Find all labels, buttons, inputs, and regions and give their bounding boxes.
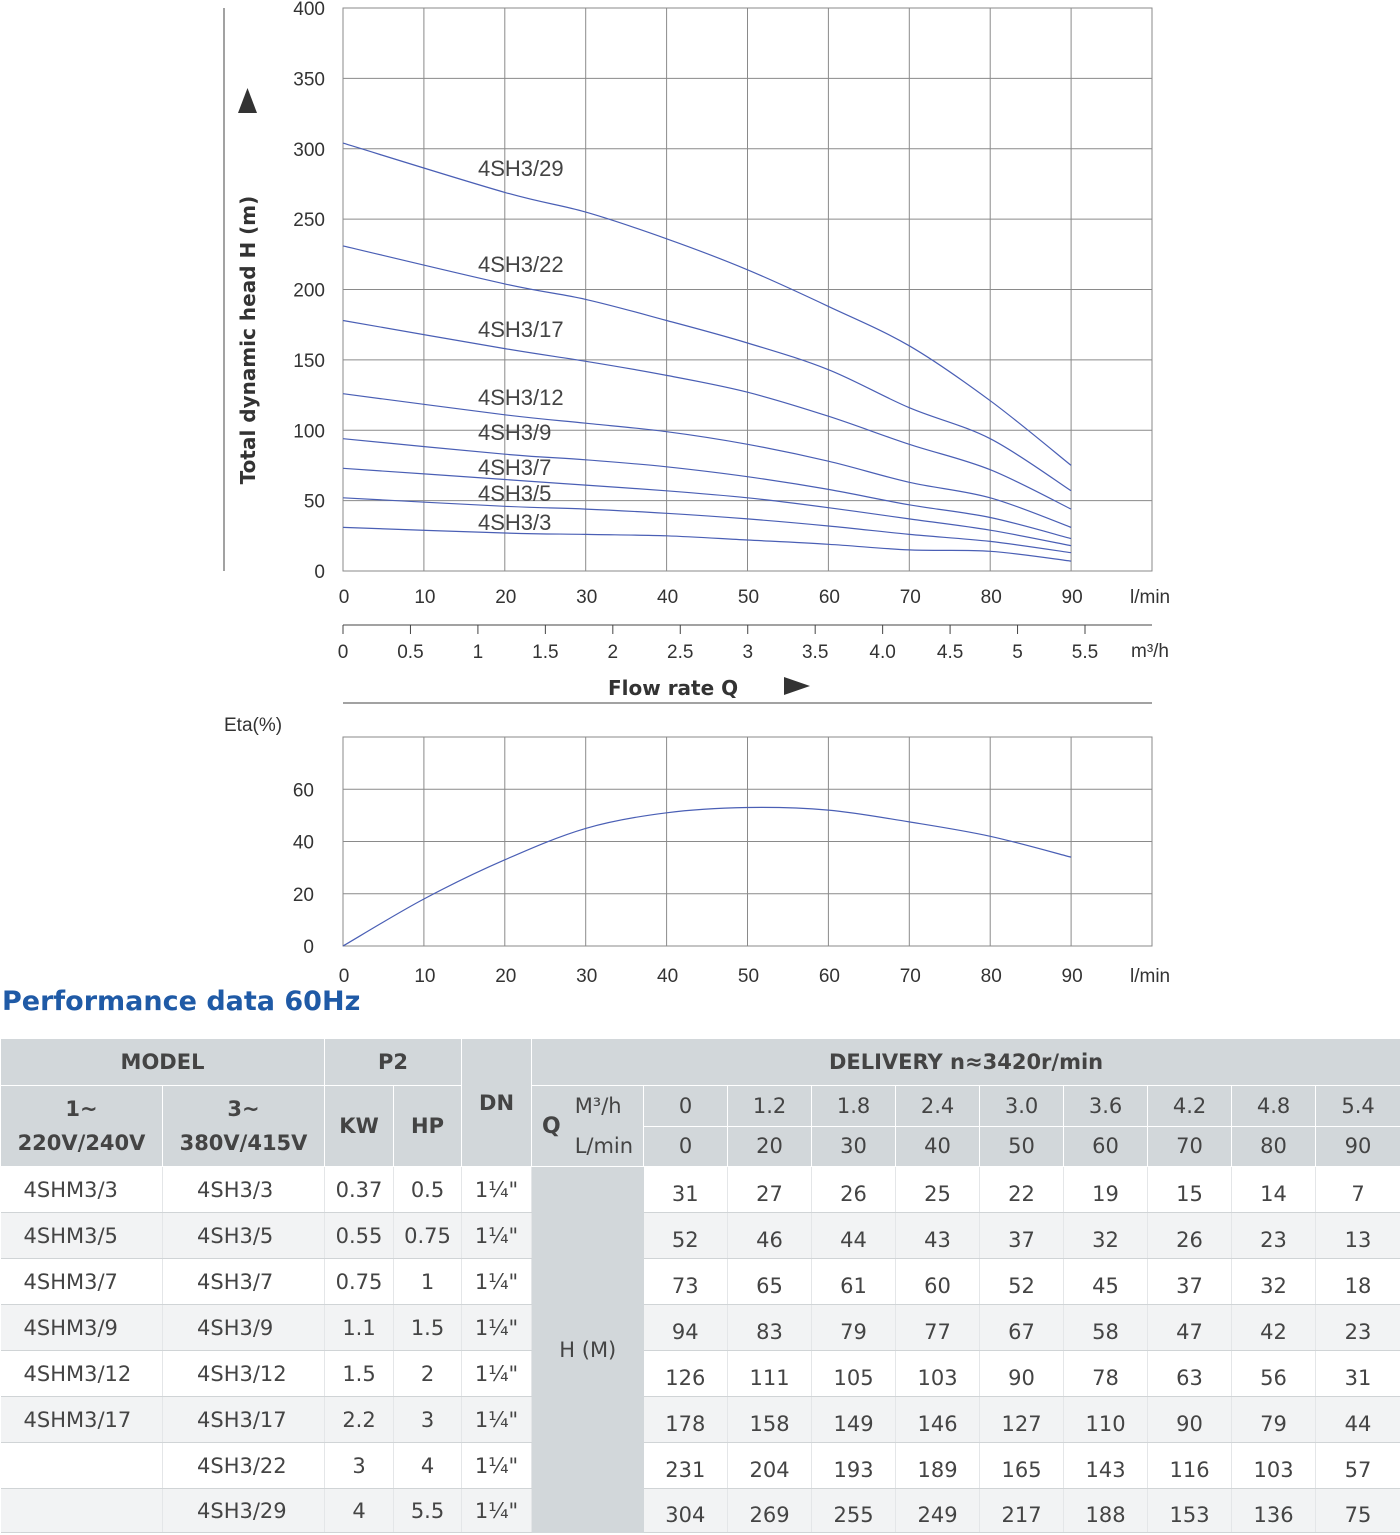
curve-label: 4SH3/3 — [478, 510, 552, 535]
dn-size: 1¼" — [462, 1443, 532, 1489]
model-single-phase: 4SHM3/9 — [1, 1305, 163, 1351]
head-value: 25 — [896, 1167, 980, 1213]
power-hp: 0.75 — [394, 1213, 462, 1259]
single-phase-header — [1, 1086, 163, 1167]
lmin-unit-label: L/min — [574, 1134, 634, 1158]
head-value: 15 — [1148, 1167, 1232, 1213]
eta-y-axis-title: Eta(%) — [224, 715, 283, 736]
head-x-tick-label: 80 — [980, 587, 1002, 608]
head-curve — [343, 439, 1071, 539]
m3h-value: 2.4 — [896, 1086, 980, 1127]
eta-x-tick-label: 90 — [1061, 966, 1083, 987]
head-value: 32 — [1064, 1213, 1148, 1259]
model-three-phase: 4SH3/9 — [163, 1305, 325, 1351]
head-value: 249 — [896, 1489, 980, 1533]
power-hp: 1.5 — [394, 1305, 462, 1351]
single-phase-symbol: 1~ — [65, 1097, 98, 1121]
table-row — [1, 1167, 1400, 1213]
power-kw: 0.37 — [325, 1167, 394, 1213]
model-header: MODEL — [1, 1039, 325, 1086]
head-value: 143 — [1064, 1443, 1148, 1489]
model-three-phase: 4SH3/3 — [163, 1167, 325, 1213]
head-value: 105 — [812, 1351, 896, 1397]
head-unit-label: H (M) — [532, 1167, 644, 1533]
head-value: 52 — [644, 1213, 728, 1259]
table-row — [1, 1489, 1400, 1533]
head-value: 44 — [1316, 1397, 1400, 1443]
table-row — [1, 1397, 1400, 1443]
head-value: 19 — [1064, 1167, 1148, 1213]
head-value: 56 — [1232, 1351, 1316, 1397]
flow-m3h-tick-label: 4.0 — [869, 642, 896, 663]
performance-table-body — [1, 1167, 1400, 1533]
head-value: 42 — [1232, 1305, 1316, 1351]
head-x-tick-label: 0 — [338, 587, 350, 608]
hp-header: HP — [394, 1086, 462, 1167]
eta-x-tick-label: 0 — [338, 966, 350, 987]
dn-size: 1¼" — [462, 1213, 532, 1259]
head-value: 52 — [980, 1259, 1064, 1305]
three-phase-header — [163, 1086, 325, 1167]
eta-y-tick-label: 40 — [292, 832, 314, 854]
lmin-value: 50 — [980, 1126, 1064, 1167]
power-kw: 3 — [325, 1443, 394, 1489]
model-three-phase: 4SH3/29 — [163, 1489, 325, 1533]
curve-label: 4SH3/12 — [478, 385, 564, 410]
head-value: 188 — [1064, 1489, 1148, 1533]
dn-size: 1¼" — [462, 1167, 532, 1213]
p2-header: P2 — [325, 1039, 462, 1086]
head-value: 75 — [1316, 1489, 1400, 1533]
head-curve — [343, 527, 1071, 561]
head-value: 46 — [728, 1213, 812, 1259]
model-single-phase — [1, 1489, 163, 1533]
curve-label: 4SH3/17 — [478, 317, 564, 342]
model-single-phase — [1, 1443, 163, 1489]
eta-x-tick-label: 80 — [980, 966, 1002, 987]
eta-x-unit-label: l/min — [1130, 966, 1171, 987]
eta-x-tick-label: 70 — [899, 966, 921, 987]
head-value: 37 — [1148, 1259, 1232, 1305]
head-value: 67 — [980, 1305, 1064, 1351]
power-kw: 1.1 — [325, 1305, 394, 1351]
head-value: 47 — [1148, 1305, 1232, 1351]
lmin-value: 40 — [896, 1126, 980, 1167]
head-value: 44 — [812, 1213, 896, 1259]
head-value: 73 — [644, 1259, 728, 1305]
head-y-tick-label: 350 — [293, 69, 325, 91]
m3h-value: 3.0 — [980, 1086, 1064, 1127]
eta-x-tick-label: 50 — [737, 966, 760, 987]
head-value: 79 — [812, 1305, 896, 1351]
head-value: 77 — [896, 1305, 980, 1351]
head-value: 31 — [1316, 1351, 1400, 1397]
m3h-unit-label: M³/h — [574, 1094, 622, 1118]
section-title: Performance data 60Hz — [2, 986, 361, 1017]
head-value: 37 — [980, 1213, 1064, 1259]
head-value: 189 — [896, 1443, 980, 1489]
head-value: 193 — [812, 1443, 896, 1489]
head-y-tick-label: 150 — [293, 350, 325, 372]
head-y-tick-label: 400 — [293, 0, 325, 20]
head-value: 103 — [896, 1351, 980, 1397]
power-kw: 0.75 — [325, 1259, 394, 1305]
head-y-tick-label: 200 — [293, 280, 325, 302]
head-value: 110 — [1064, 1397, 1148, 1443]
head-value: 146 — [896, 1397, 980, 1443]
power-kw: 1.5 — [325, 1351, 394, 1397]
power-hp: 5.5 — [394, 1489, 462, 1533]
m3h-value: 1.8 — [812, 1086, 896, 1127]
three-phase-voltage: 380V/415V — [179, 1131, 308, 1155]
head-value: 7 — [1316, 1167, 1400, 1213]
head-value: 26 — [812, 1167, 896, 1213]
head-value: 136 — [1232, 1489, 1316, 1533]
flow-m3h-tick-label: 3 — [742, 642, 754, 663]
model-single-phase: 4SHM3/3 — [1, 1167, 163, 1213]
flow-axis-title: Flow rate Q — [608, 676, 739, 700]
model-three-phase: 4SH3/5 — [163, 1213, 325, 1259]
eta-y-tick-label: 20 — [292, 884, 314, 906]
head-value: 45 — [1064, 1259, 1148, 1305]
head-x-tick-label: 30 — [576, 587, 598, 608]
lmin-value: 60 — [1064, 1126, 1148, 1167]
q-label: Q — [541, 1113, 561, 1139]
delivery-header: DELIVERY n≈3420r/min — [532, 1039, 1400, 1086]
power-hp: 0.5 — [394, 1167, 462, 1213]
head-value: 79 — [1232, 1397, 1316, 1443]
m3h-value: 5.4 — [1316, 1086, 1400, 1127]
lmin-value: 80 — [1232, 1126, 1316, 1167]
flow-m3h-tick-label: 4.5 — [936, 642, 964, 663]
head-value: 65 — [728, 1259, 812, 1305]
head-value: 255 — [812, 1489, 896, 1533]
head-x-tick-label: 50 — [737, 587, 760, 608]
single-phase-voltage: 220V/240V — [17, 1131, 146, 1155]
head-x-tick-label: 90 — [1061, 587, 1083, 608]
head-value: 90 — [1148, 1397, 1232, 1443]
head-y-arrow-icon — [238, 88, 257, 113]
kw-header: KW — [325, 1086, 394, 1167]
flow-m3h-unit-label: m³/h — [1131, 641, 1169, 662]
m3h-value: 0 — [644, 1086, 728, 1127]
lmin-value: 20 — [728, 1126, 812, 1167]
dn-size: 1¼" — [462, 1305, 532, 1351]
head-value: 26 — [1148, 1213, 1232, 1259]
eta-y-tick-label: 60 — [292, 780, 314, 802]
head-value: 231 — [644, 1443, 728, 1489]
flow-m3h-tick-label: 5.5 — [1071, 642, 1099, 663]
table-row — [1, 1259, 1400, 1305]
head-value: 23 — [1316, 1305, 1400, 1351]
head-value: 78 — [1064, 1351, 1148, 1397]
head-curve — [343, 143, 1071, 465]
head-value: 111 — [728, 1351, 812, 1397]
head-y-tick-label: 250 — [293, 210, 325, 232]
head-value: 126 — [644, 1351, 728, 1397]
curve-label: 4SH3/22 — [478, 252, 564, 277]
head-value: 178 — [644, 1397, 728, 1443]
head-y-axis-title: Total dynamic head H (m) — [236, 195, 260, 485]
head-y-tick-label: 50 — [303, 491, 325, 513]
head-value: 61 — [812, 1259, 896, 1305]
head-value: 83 — [728, 1305, 812, 1351]
m3h-value: 1.2 — [728, 1086, 812, 1127]
head-value: 13 — [1316, 1213, 1400, 1259]
curve-label: 4SH3/29 — [478, 156, 564, 181]
eta-x-tick-label: 20 — [495, 966, 517, 987]
head-value: 127 — [980, 1397, 1064, 1443]
head-value: 153 — [1148, 1489, 1232, 1533]
lmin-value: 70 — [1148, 1126, 1232, 1167]
head-x-tick-label: 70 — [899, 587, 921, 608]
head-value: 304 — [644, 1489, 728, 1533]
model-three-phase: 4SH3/12 — [163, 1351, 325, 1397]
model-single-phase: 4SHM3/7 — [1, 1259, 163, 1305]
head-curve — [343, 498, 1071, 553]
power-hp: 2 — [394, 1351, 462, 1397]
head-value: 90 — [980, 1351, 1064, 1397]
head-value: 32 — [1232, 1259, 1316, 1305]
head-y-tick-label: 300 — [293, 139, 325, 161]
head-value: 22 — [980, 1167, 1064, 1213]
head-value: 43 — [896, 1213, 980, 1259]
flow-m3h-tick-label: 1.5 — [532, 642, 559, 663]
power-hp: 4 — [394, 1443, 462, 1489]
head-value: 204 — [728, 1443, 812, 1489]
head-value: 149 — [812, 1397, 896, 1443]
head-value: 165 — [980, 1443, 1064, 1489]
head-value: 14 — [1232, 1167, 1316, 1213]
head-value: 23 — [1232, 1213, 1316, 1259]
performance-table — [0, 1038, 1400, 1533]
head-curve — [343, 468, 1071, 545]
dn-size: 1¼" — [462, 1351, 532, 1397]
head-curve — [343, 246, 1071, 491]
head-x-tick-label: 20 — [495, 587, 517, 608]
flow-m3h-tick-label: 2 — [607, 642, 619, 663]
flow-arrow-icon — [784, 677, 810, 695]
head-x-tick-label: 40 — [657, 587, 679, 608]
model-single-phase: 4SHM3/17 — [1, 1397, 163, 1443]
flow-m3h-tick-label: 0 — [337, 642, 349, 663]
head-value: 116 — [1148, 1443, 1232, 1489]
eta-x-tick-label: 60 — [818, 966, 840, 987]
power-hp: 3 — [394, 1397, 462, 1443]
flow-m3h-tick-label: 0.5 — [397, 642, 424, 663]
three-phase-symbol: 3~ — [227, 1097, 260, 1121]
head-x-tick-label: 60 — [818, 587, 840, 608]
head-value: 18 — [1316, 1259, 1400, 1305]
table-row — [1, 1351, 1400, 1397]
model-three-phase: 4SH3/17 — [163, 1397, 325, 1443]
head-value: 103 — [1232, 1443, 1316, 1489]
dn-size: 1¼" — [462, 1259, 532, 1305]
q-header — [532, 1086, 644, 1167]
head-x-unit-label: l/min — [1130, 587, 1171, 608]
head-value: 31 — [644, 1167, 728, 1213]
curve-label: 4SH3/7 — [478, 455, 552, 480]
table-row — [1, 1305, 1400, 1351]
dn-size: 1¼" — [462, 1489, 532, 1533]
m3h-value: 3.6 — [1064, 1086, 1148, 1127]
flow-m3h-tick-label: 2.5 — [667, 642, 694, 663]
m3h-value: 4.2 — [1148, 1086, 1232, 1127]
curve-label: 4SH3/9 — [478, 420, 552, 445]
dn-header: DN — [462, 1039, 532, 1167]
eta-x-tick-label: 30 — [576, 966, 598, 987]
lmin-value: 30 — [812, 1126, 896, 1167]
head-value: 63 — [1148, 1351, 1232, 1397]
efficiency-chart — [224, 715, 1170, 987]
power-kw: 4 — [325, 1489, 394, 1533]
flow-m3h-tick-label: 5 — [1012, 642, 1023, 663]
model-three-phase: 4SH3/7 — [163, 1259, 325, 1305]
table-row — [1, 1213, 1400, 1259]
head-value: 269 — [728, 1489, 812, 1533]
model-single-phase: 4SHM3/12 — [1, 1351, 163, 1397]
head-curve — [343, 321, 1071, 510]
eta-x-tick-label: 40 — [657, 966, 679, 987]
power-kw: 0.55 — [325, 1213, 394, 1259]
power-hp: 1 — [394, 1259, 462, 1305]
head-value: 58 — [1064, 1305, 1148, 1351]
model-single-phase: 4SHM3/5 — [1, 1213, 163, 1259]
efficiency-curve — [343, 807, 1071, 946]
head-x-tick-label: 10 — [414, 587, 436, 608]
head-value: 94 — [644, 1305, 728, 1351]
power-kw: 2.2 — [325, 1397, 394, 1443]
table-row — [1, 1443, 1400, 1489]
head-value: 217 — [980, 1489, 1064, 1533]
head-y-tick-label: 0 — [314, 562, 325, 583]
dn-size: 1¼" — [462, 1397, 532, 1443]
lmin-value: 90 — [1316, 1126, 1400, 1167]
eta-y-tick-label: 0 — [303, 937, 314, 958]
model-three-phase: 4SH3/22 — [163, 1443, 325, 1489]
head-value: 57 — [1316, 1443, 1400, 1489]
flow-m3h-tick-label: 1 — [472, 642, 484, 663]
head-value: 158 — [728, 1397, 812, 1443]
head-y-tick-label: 100 — [293, 421, 325, 443]
curve-label: 4SH3/5 — [478, 481, 552, 506]
head-value: 27 — [728, 1167, 812, 1213]
lmin-value: 0 — [644, 1126, 728, 1167]
flow-m3h-tick-label: 3.5 — [801, 642, 829, 663]
head-curve-chart — [224, 0, 1170, 703]
head-value: 60 — [896, 1259, 980, 1305]
eta-x-tick-label: 10 — [414, 966, 436, 987]
m3h-value: 4.8 — [1232, 1086, 1316, 1127]
